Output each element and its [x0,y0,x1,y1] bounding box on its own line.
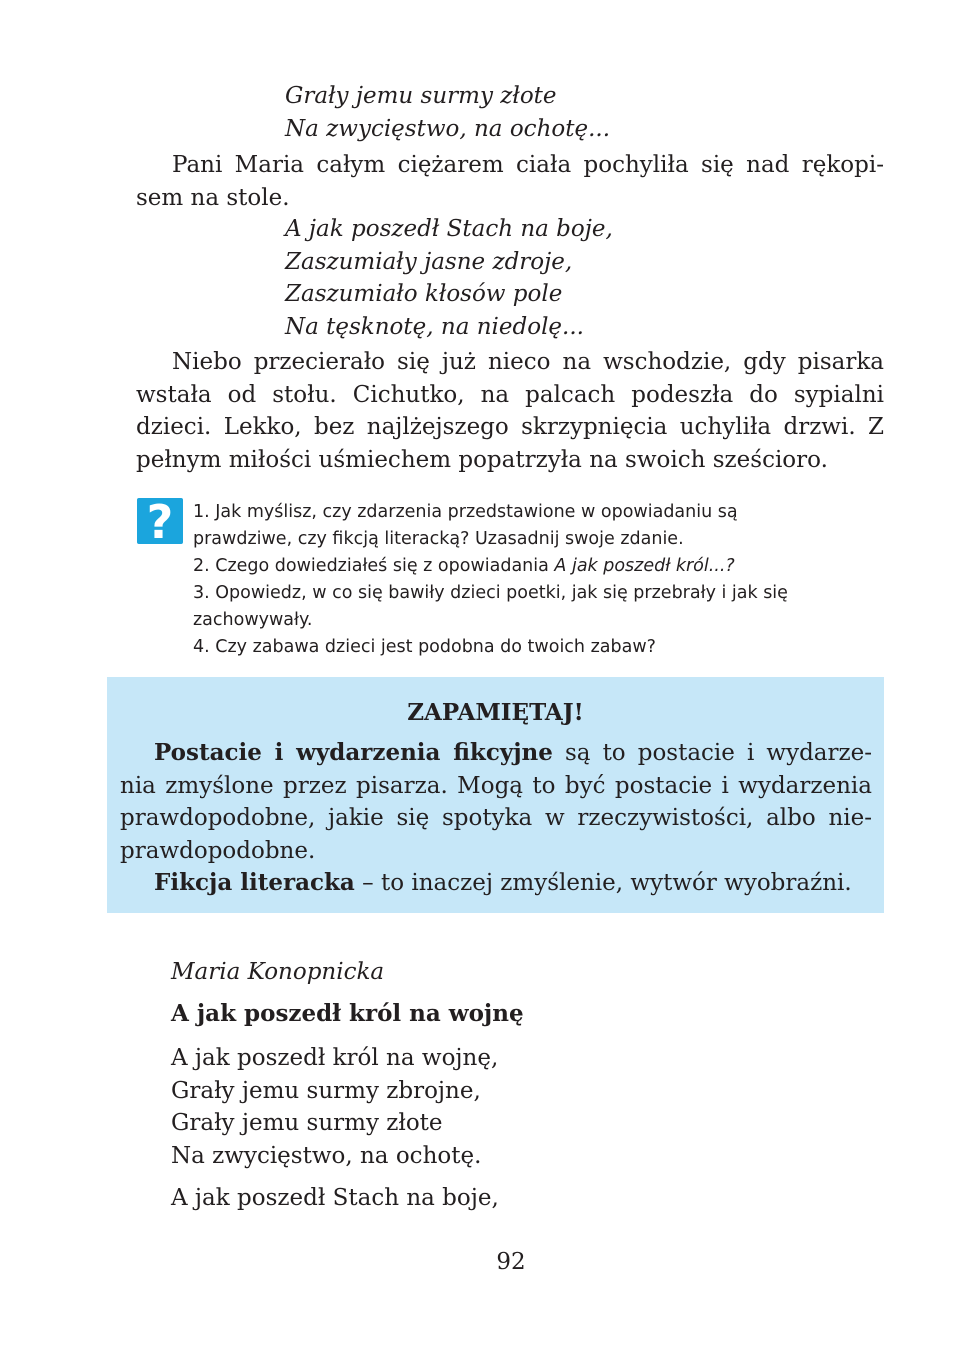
remember-line-2: nia zmyślone przez pisarza. Mogą to być postacie i wydarzenia [120,772,872,799]
paragraph-line: wstała od stołu. Cichutko, na palcach podeszła do sypialni [136,381,884,408]
verse-fragment-2 [285,213,613,343]
remember-text: są to postacie i wydarze- [552,740,872,766]
paragraph-line: Niebo przecierało się już nieco na wschodzie, gdy pisarka [172,349,884,375]
question-4: 4. Czy zabawa dzieci jest podobna do twoich zabaw? [193,637,656,657]
paragraph-line: sem na stole. [136,184,290,211]
poem-title: A jak poszedł król na wojnę [171,1000,524,1027]
verse-line: Na zwycięstwo, na ochotę... [285,115,611,142]
question-mark-icon: ? [137,498,183,544]
remember-body [120,737,872,900]
poem-line: Grały jemu surmy złote [171,1110,443,1136]
paragraph-2 [136,346,884,476]
remember-text: – to inaczej zmyślenie, wytwór wyobraźni. [354,870,852,896]
questions-list [193,499,893,661]
poem-stanza-1 [171,1042,498,1172]
paragraph-line: Pani Maria całym ciężarem ciała pochyliła się nad rękopi- [172,152,884,178]
poem-author: Maria Konopnicka [171,959,385,985]
paragraph-line: dzieci. Lekko, bez najlżejszego skrzypnięcia uchyliła drzwi. Z [136,414,884,440]
verse-fragment-1 [285,80,610,145]
question-3-line-2: zachowywały. [193,610,313,630]
verse-line: Na tęsknotę, na niedolę... [285,313,584,340]
remember-line-5 [120,867,872,900]
remember-title: ZAPAMIĘTAJ! [407,699,584,726]
remember-line-3: prawdopodobne, jakie się spotyka w rzeczywistości, albo nie- [120,805,872,831]
verse-line: Zaszumiały jasne zdroje, [285,248,573,275]
question-2 [193,553,893,580]
remember-line-1 [120,737,872,770]
term-literary-fiction: Fikcja literacka [154,869,355,896]
verse-line: Zaszumiało kłosów pole [285,281,563,307]
question-1-line-1: 1. Jak myślisz, czy zdarzenia przedstawione w opowiadaniu są [193,502,738,522]
remember-line-4: prawdopodobne. [120,837,316,864]
paragraph-1 [136,149,884,214]
poem-line: A jak poszedł Stach na boje, [171,1185,499,1211]
poem-line: Grały jemu surmy zbrojne, [171,1077,481,1104]
question-3-line-1: 3. Opowiedz, w co się bawiły dzieci poetki, jak się przebrały i jak się [193,583,788,603]
question-2-text: 2. Czego dowiedziałeś się z opowiadania [193,556,555,576]
poem-line: Na zwycięstwo, na ochotę. [171,1142,482,1169]
poem-stanza-2 [171,1182,499,1215]
verse-line: A jak poszedł Stach na boje, [285,216,613,242]
paragraph-line: pełnym miłości uśmiechem popatrzyła na swoich sześcioro. [136,446,828,473]
question-1-line-2: prawdziwe, czy fikcją literacką? Uzasadnij swoje zdanie. [193,529,684,549]
term-fictional: Postacie i wydarzenia fikcyjne [154,739,553,766]
question-2-title: A jak poszedł król...? [554,556,735,576]
page-number: 92 [496,1249,526,1275]
verse-line: Grały jemu surmy złote [285,83,557,109]
poem-line: A jak poszedł król na wojnę, [171,1045,499,1071]
